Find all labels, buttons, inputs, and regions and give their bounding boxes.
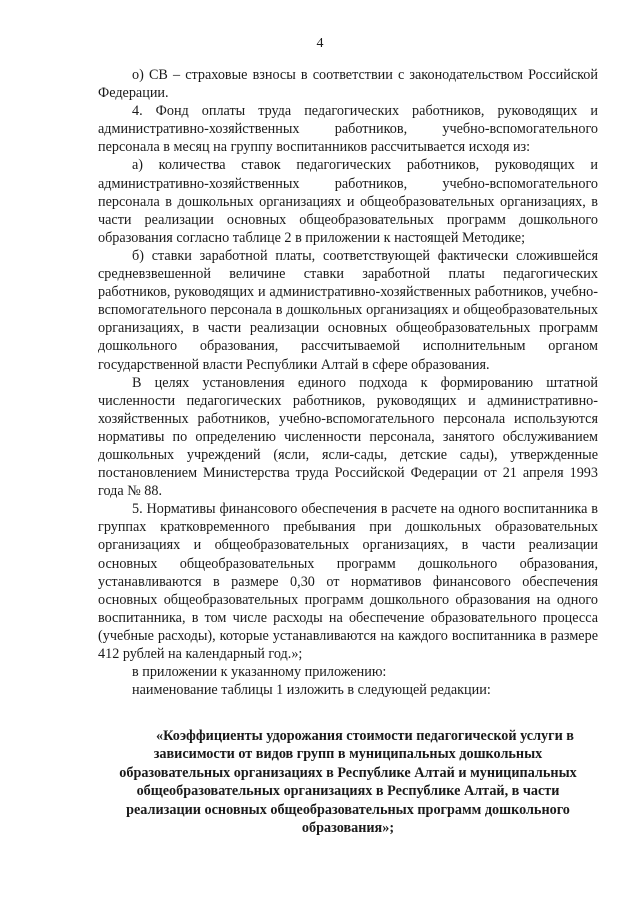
- paragraph-item-b: б) ставки заработной платы, соответствующей фактически сложившейся средневзвешенной величине ставки заработной платы педагогических работников, руководящих и административно-хозяйственных работников, учебно-вспомогательного персонала в дошкольных организациях и общеобразовательных организациях, в части реализации основных общеобразовательных программ дошкольного образования, рассчитываемой исполнительным органом государственной власти Республики Алтай в сфере образования.: [98, 247, 598, 373]
- paragraph-appendix-intro: в приложении к указанному приложению:: [132, 664, 387, 681]
- paragraph-staffing-norms: В целях установления единого подхода к формированию штатной численности педагогических работников, руководящих и административно-хозяйственных работников, учебно-вспомогательного персонала используются нормативы по определению численности персонала, занятого обслуживанием дошкольных учреждений (ясли, ясли-сады, детские сады), утвержденные постановлением Министерства труда Российской Федерации от 21 апреля 1993 года № 88.: [98, 374, 598, 500]
- paragraph-section-4: 4. Фонд оплаты труда педагогических работников, руководящих и административно-хозяйственных работников, учебно-вспомогательного персонала в месяц на группу воспитанников рассчитывается исходя из:: [98, 103, 598, 156]
- paragraph-item-o: о) СВ – страховые взносы в соответствии с законодательством Российской Федерации.: [98, 67, 598, 102]
- paragraph-item-a: а) количества ставок педагогических работников, руководящих и административно-хозяйственных работников, учебно-вспомогательного персонала в дошкольных организациях и общеобразовательных организациях, в части реализации основных общеобразовательных программ дошкольного образования согласно таблице 2 в приложении к настоящей Методике;: [98, 157, 598, 246]
- table-title-heading: «Коэффициенты удорожания стоимости педагогической услуги в зависимости от видов групп в муниципальных дошкольных образовательных организациях в Республике Алтай и муниципальных общеобразовательных организациях в Республике Алтай, в части реализации основных общеобразовательных программ дошкольного образования»;: [119, 728, 577, 837]
- page-number: 4: [316, 36, 324, 51]
- document-body: [98, 66, 598, 699]
- paragraph-section-5: 5. Нормативы финансового обеспечения в расчете на одного воспитанника в группах кратковременного пребывания при дошкольных образовательных организациях и общеобразовательных организациях, в части реализации основных общеобразовательных программ дошкольного образования, устанавливаются в размере 0,30 от нормативов финансового обеспечения основных общеобразовательных программ дошкольного образования на одного воспитанника, в том числе расходы на обеспечение образовательного процесса (учебные расходы), которые устанавливаются на каждого воспитанника в размере 412 рублей на календарный год.»;: [98, 501, 598, 662]
- paragraph-table-title-intro: наименование таблицы 1 изложить в следующей редакции:: [132, 682, 491, 699]
